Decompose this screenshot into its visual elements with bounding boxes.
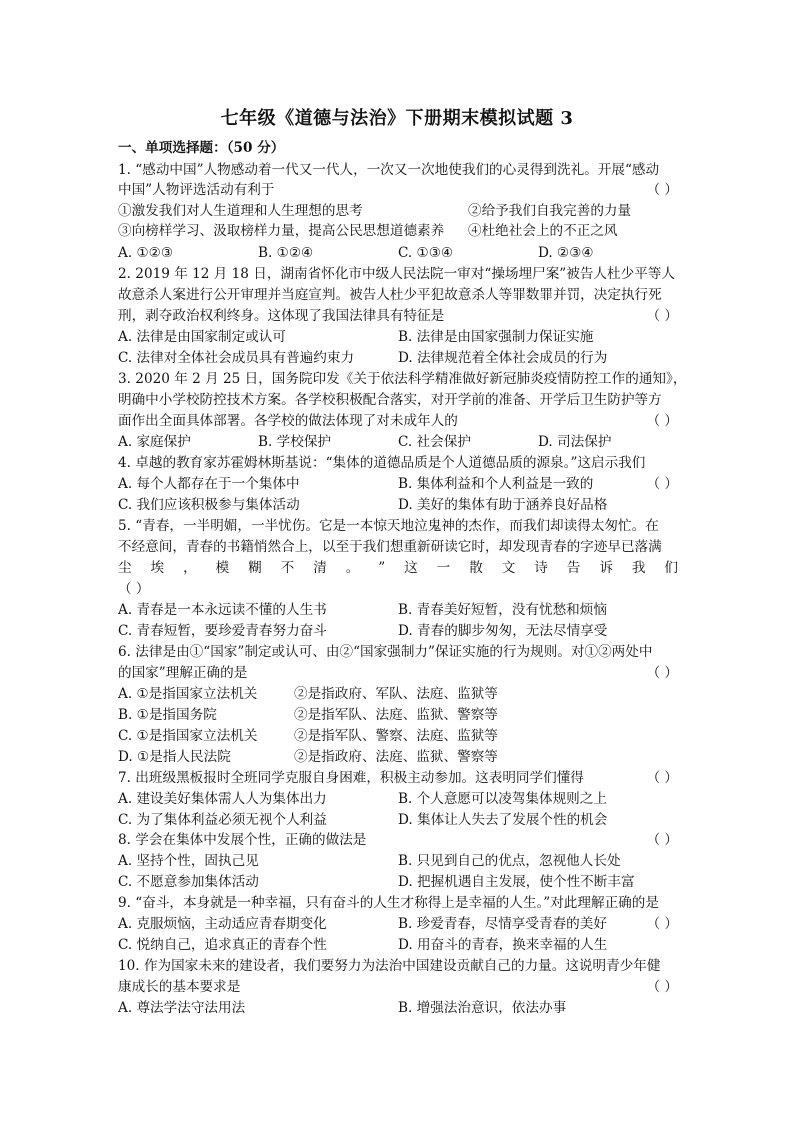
answer-blank: （ ） [646,665,678,681]
q1-stem-text: 中国”人物评选活动有利于 [118,182,275,198]
q5-stem-line1: 5. “青春，一半明媚，一半忧伤。它是一本惊天地泣鬼神的杰作，而我们却读得太匆忙。在 [118,518,659,534]
option-d: D. 法律规范着全体社会成员的行为 [398,350,608,366]
answer-blank: （ ） [646,770,678,786]
q1-stem-line1: 1. “感动中国”人物感动着一代又一代人，一次又一次地使我们的心灵得到洗礼。开展“感动 [118,162,660,178]
q5-char: 一 [436,560,451,576]
q10-stem-text: 康成长的基本要求是 [118,979,241,995]
option-b: B. ①②④ [258,245,314,261]
option-c: C. ①③④ [398,245,454,261]
option-c: C. 社会保护 [398,434,471,450]
q6-stem-line2 [118,663,678,683]
q5-stem-line3 [118,558,678,578]
q5-char: 尘 [118,560,132,576]
q5-char: 清 [313,560,327,576]
q5-stem-line2: 不经意间，青春的书籍悄然合上，以至于我们想重新研读它时，却发现青春的字迹早已落满 [118,539,662,555]
option-a-part2: ②是指政府、军队、法庭、监狱等 [294,686,498,702]
q7-stem-line1 [118,768,678,788]
q2-stem-text: 刑，剥夺政治权利终身。这体现了我国法律具有特征是 [118,308,445,324]
q1-statement-3: ③向榜样学习、汲取榜样力量，提高公民思想道德素养 [118,223,445,239]
q2-stem-line2: 故意杀人案进行公开审理并当庭宣判。被告人杜少平犯故意杀人等罪数罪并罚，决定执行死 [118,287,662,303]
option-c: C. 青春短暂，要珍爱青春努力奋斗 [118,623,327,639]
q5-char: 文 [501,560,516,576]
q8-stem-text: 8. 学会在集体中发展个性，正确的做法是 [118,832,367,848]
option-b: B. 只见到自己的优点，忽视他人长处 [398,853,621,869]
option-b: B. 青春美好短暂，没有忧愁和烦恼 [398,602,607,618]
option-b: B. 珍爱青春，尽情享受青春的美好 [398,916,607,932]
option-a: A. 克服烦恼，主动适应青春期变化 [118,916,327,932]
answer-blank: （ ） [646,413,678,429]
option-a: A. 建设美好集体需人人为集体出力 [118,791,327,807]
answer-blank: （ ） [646,308,678,324]
q1-statement-2: ②给予我们自我完善的力量 [468,203,632,219]
q5-char: ” [378,560,386,576]
option-b: B. 集体利益和个人利益是一致的 [398,476,594,492]
q6-stem-line1: 6. 法律是由①“国家”制定或认可、由②“国家强制力”保证实施的行为规则。对①②两处中 [118,644,653,660]
option-b: B. 法律是由国家强制力保证实施 [398,329,594,345]
q5-char: 糊 [248,560,262,576]
answer-blank: （ ） [646,979,678,995]
q5-char: 埃 [150,560,165,576]
answer-blank: （ ） [646,916,678,932]
q5-answer-line [118,579,678,599]
option-a: A. ①②③ [118,245,174,261]
answer-blank: （ ） [118,581,150,597]
q6-stem-text: 的国家”理解正确的是 [118,665,248,681]
option-c-part2: ②是指军队、警察、法庭、监狱等 [294,728,498,744]
q3-stem-text: 面作出全面具体部署。各学校的做法体现了对未成年人的 [118,413,458,429]
option-c-part1: C. ①是指国家立法机关 [118,728,258,744]
q5-char: 们 [664,560,678,576]
option-d: D. 青春的脚步匆匆，无法尽情享受 [398,623,608,639]
option-a: A. 每个人都存在于一个集体中 [118,476,300,492]
option-d-part2: ②是指政府、法庭、监狱、警察等 [294,749,498,765]
q3-stem-line1: 3. 2020 年 2 月 25 日，国务院印发《关于依法科学精准做好新冠肺炎疫情防控工作的通知》， [118,371,687,387]
option-d: D. 把握机遇自主发展，使个性不断丰富 [398,874,635,890]
answer-blank: （ ） [646,182,678,198]
option-c: C. 不愿意参加集体活动 [118,874,259,890]
page-title: 七年级《道德与法治》下册期末模拟试题 3 [220,108,574,129]
option-a-part1: A. ①是指国家立法机关 [118,686,258,702]
answer-blank: （ ） [646,476,678,492]
q1-statement-1: ①激发我们对人生道理和人生理想的思考 [118,203,363,219]
option-c: C. 悦纳自己，追求真正的青春个性 [118,937,327,953]
q5-char: 不 [280,560,295,576]
option-d: D. 集体让人失去了发展个性的机会 [398,812,608,828]
answer-blank: （ ） [646,832,678,848]
option-c: C. 法律对全体社会成员具有普遍约束力 [118,350,355,366]
q1-stem-line2 [118,180,678,200]
option-a: A. 青春是一本永远读不懂的人生书 [118,602,327,618]
option-d: D. 美好的集体有助于涵养良好品格 [398,497,608,513]
option-d: D. ②③④ [538,245,594,261]
q5-char: 告 [566,560,581,576]
option-b: B. 增强法治意识，依法办事 [398,1000,567,1016]
q5-char: 这 [404,560,418,576]
option-d: D. 用奋斗的青春，换来幸福的人生 [398,937,608,953]
option-a: A. 尊法学法守法用法 [118,1000,246,1016]
option-b: B. 个人意愿可以凌驾集体规则之上 [398,791,607,807]
option-a: A. 法律是由国家制定或认可 [118,329,286,345]
q5-char: ， [183,560,197,576]
option-c: C. 为了集体利益必须无视个人利益 [118,812,327,828]
q5-char: 。 [345,560,360,576]
q7-stem-text: 7. 出班级黑板报时全班同学克服自身困难，积极主动参加。这表明同学们懂得 [118,770,584,786]
q3-stem-line2: 明确中小学校防控技术方案。各学校积极配合落实，对开学前的准备、开学后卫生防护等方 [118,392,662,408]
option-b: B. 学校保护 [258,434,332,450]
q9-stem-line1: 9. “奋斗，本身就是一种幸福，只有奋斗的人生才称得上是幸福的人生。”对此理解正确的是 [118,895,659,911]
q5-char: 诗 [534,560,548,576]
option-b-part2: ②是指军队、法庭、监狱、警察等 [294,707,498,723]
section-heading: 一、单项选择题：（50 分） [118,140,285,156]
q5-char: 散 [469,560,483,576]
option-b-part1: B. ①是指国务院 [118,707,217,723]
q2-stem-line3 [118,306,678,326]
option-a: A. 坚持个性，固执己见 [118,853,259,869]
q1-statement-4: ④杜绝社会上的不正之风 [468,223,618,239]
q5-char: 诉 [599,560,613,576]
option-c: C. 我们应该积极参与集体活动 [118,497,300,513]
q10-stem-line2 [118,977,678,997]
q2-stem-line1: 2. 2019 年 12 月 18 日，湖南省怀化市中级人民法院一审对“操场埋尸案”被告人杜少平等人 [118,266,675,282]
q4-stem-line1: 4. 卓越的教育家苏霍姆林斯基说：“集体的道德品质是个人道德品质的源泉。”这启示我们 [118,455,646,471]
q10-stem-line1: 10. 作为国家未来的建设者，我们要努力为法治中国建设贡献自己的力量。这说明青少年健 [118,958,661,974]
option-d: D. 司法保护 [538,434,612,450]
q5-char: 模 [215,560,230,576]
option-d-part1: D. ①是指人民法院 [118,749,231,765]
q5-char: 我 [631,560,646,576]
q3-stem-line3 [118,411,678,431]
q8-stem-line1 [118,830,678,850]
option-a: A. 家庭保护 [118,434,191,450]
